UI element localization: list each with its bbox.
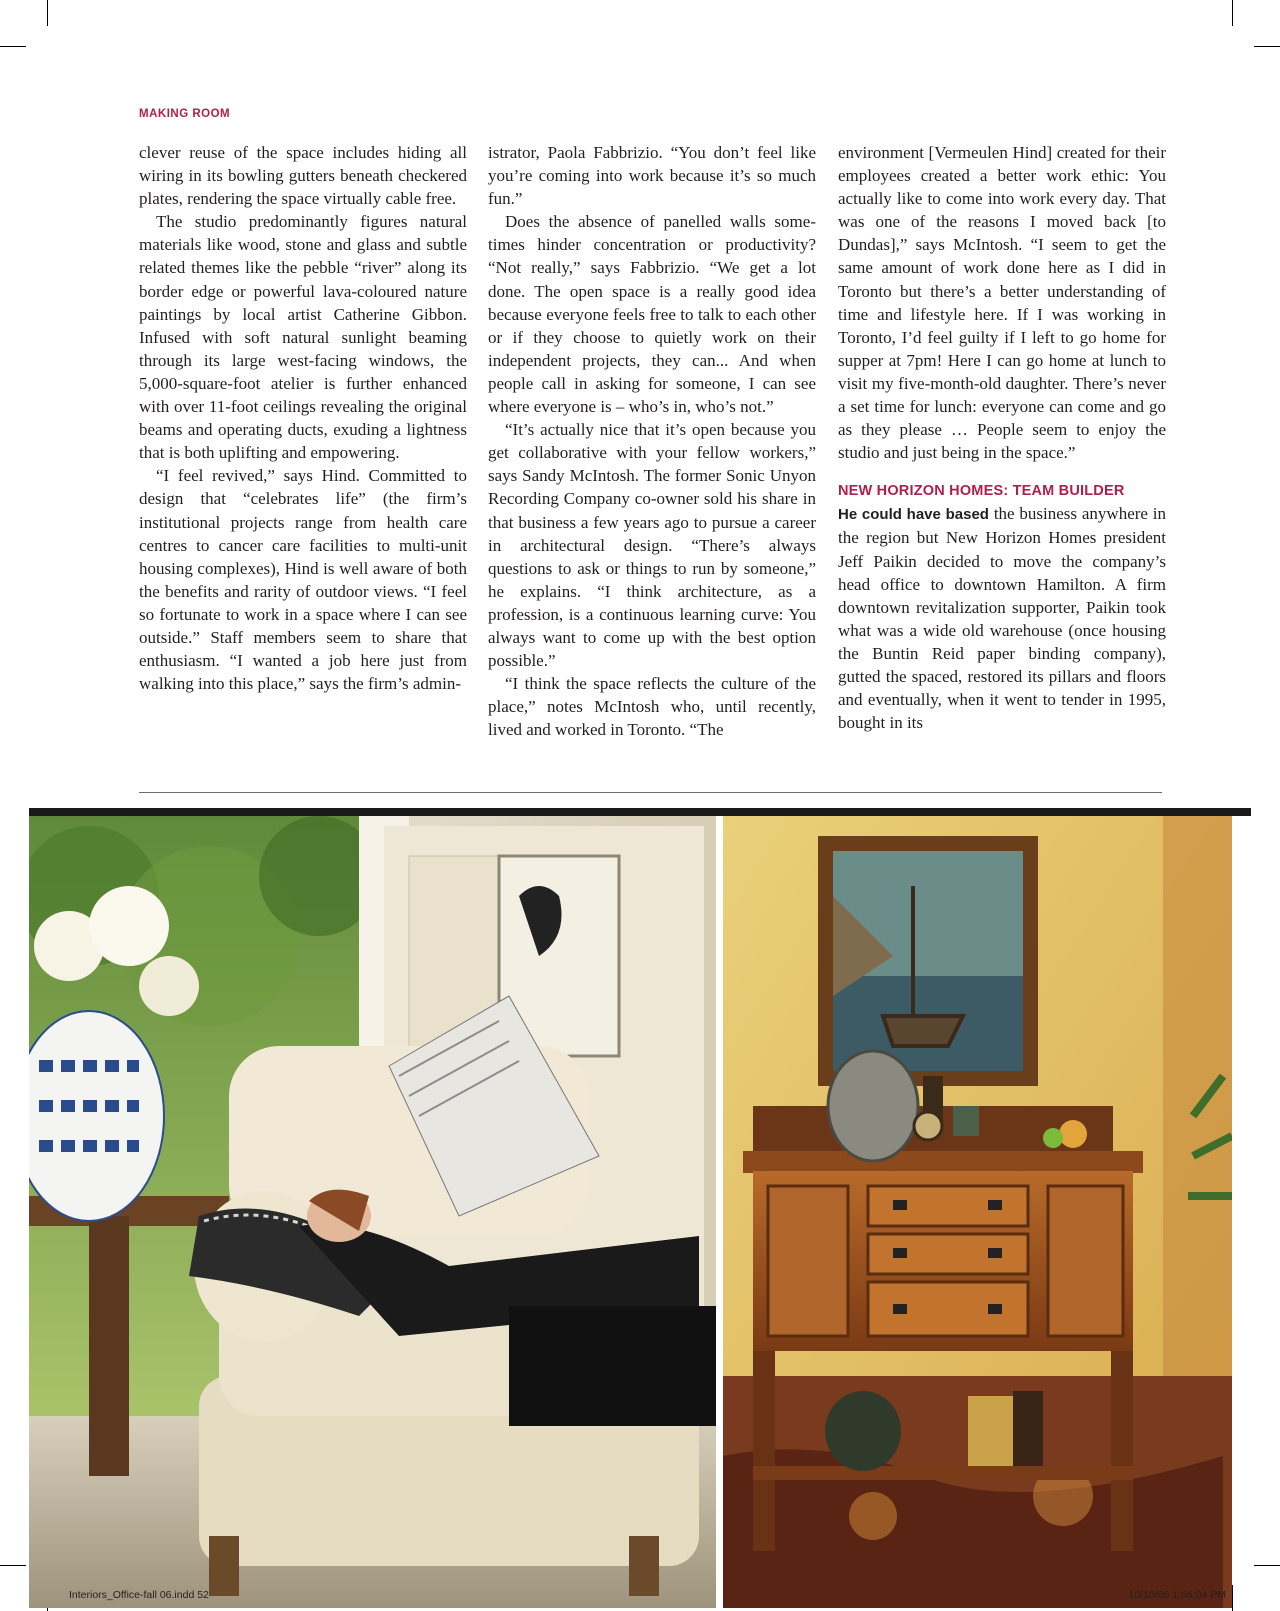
paragraph: clever reuse of the space includes hiding all wiring in its bowling gutters beneath checkered plates, rendering the space virtually cable free. bbox=[139, 143, 467, 209]
crop-mark bbox=[47, 0, 48, 26]
crop-mark bbox=[1232, 1585, 1233, 1611]
photo-sideboard bbox=[723, 816, 1232, 1608]
lead-in: He could have based bbox=[838, 506, 989, 524]
crop-mark bbox=[0, 1565, 26, 1566]
paragraph-body: the business anywhere in the region but New Horizon Homes president Jeff Paikin decided to move the company’s head office to downtown Hamilton. A firm downtown revitalization supporter, Paikin took what was a wide old warehouse (once housing the Buntin Reid paper binding company), gutted the spaced, restored its pillars and floors and eventually, when it went to tender in 1995, bought in its bbox=[838, 504, 1167, 733]
paragraph: istrator, Paola Fabbrizio. “You don’t feel like you’re coming into work because it’s so much fun.” bbox=[488, 143, 816, 209]
crop-mark bbox=[0, 46, 26, 47]
crop-mark bbox=[1232, 0, 1233, 26]
article-column-1 bbox=[139, 141, 467, 695]
paragraph: environment [Vermeulen Hind] created for their employees created a better work ethic: You actually like to come into work every day. That was one of the reasons I moved back [to Dundas],” says McIntosh. “I seem to get the same amount of work done here as I did in Toronto but there’s a better understanding of time and lifestyle here. If I was working in Toronto, I’d feel guilty if I left to go home for supper at 7pm! Here I can go home at lunch to visit my five-month-old daughter. There’s never a set time for lunch: everyone can come and go as they please … People seem to enjoy the studio and just being in the space.” bbox=[838, 143, 1166, 463]
subheading: NEW HORIZON HOMES: TEAM BUILDER bbox=[838, 483, 1125, 500]
crop-mark bbox=[1254, 1565, 1280, 1566]
divider-rule bbox=[139, 792, 1162, 793]
paragraph: Does the absence of panelled walls sometimes hinder concentration or productivity? “Not really,” says Fabbrizio. “We get a lot done. The open space is a really good idea because everyone feels free to talk to each other or if they choose to quietly work on their independent projects, they can... And when people call in asking for someone, I can see where everyone is – who’s in, who’s not.” bbox=[488, 212, 816, 417]
footer-timestamp: 10/10/06 1:06:04 PM bbox=[1128, 1589, 1226, 1601]
section-label: MAKING ROOM bbox=[139, 108, 231, 120]
article-column-2 bbox=[488, 141, 816, 741]
footer-file-label: Interiors_Office-fall 06.indd 52 bbox=[69, 1589, 209, 1601]
crop-mark bbox=[1254, 46, 1280, 47]
paragraph bbox=[838, 502, 1166, 734]
photo-woman-reading bbox=[29, 816, 716, 1608]
article-column-3 bbox=[838, 141, 1166, 734]
paragraph: “I think the space reflects the culture of the place,” notes McIntosh who, until recently, lived and worked in Toronto. “The bbox=[488, 674, 816, 740]
paragraph: “I feel revived,” says Hind. Committed to design that “celebrates life” (the firm’s institutional projects range from health care centres to cancer care facilities to multi-unit housing complexes), Hind is well aware of both the benefits and rarity of outdoor views. “I feel so fortunate to work in a space where I can see outside.” Staff members seem to share that enthusiasm. “I wanted a job here just from walking into this place,” says the firm’s admin- bbox=[139, 466, 467, 694]
photo-top-bar bbox=[29, 808, 1251, 816]
paragraph: The studio predominantly figures natural materials like wood, stone and glass and subtle related themes like the pebble “river” along its border edge or powerful lava-coloured nature paintings by local artist Catherine Gibbon. Infused with soft natural sunlight beaming through its large west-facing windows, the 5,000-square-foot atelier is further enhanced with over 11-foot ceilings revealing the original beams and operating ducts, exuding a lightness that is both uplifting and empowering. bbox=[139, 212, 467, 463]
paragraph: “It’s actually nice that it’s open because you get collaborative with your fellow workers,” says Sandy McIntosh. The former Sonic Unyon Recording Company co-owner sold his share in that business a few years ago to pursue a career in architectural design. “There’s always questions to ask or things to run by someone,” he explains. “I think architecture, as a profession, is a continuous learning curve: You always want to come up with the best option possible.” bbox=[488, 420, 816, 671]
